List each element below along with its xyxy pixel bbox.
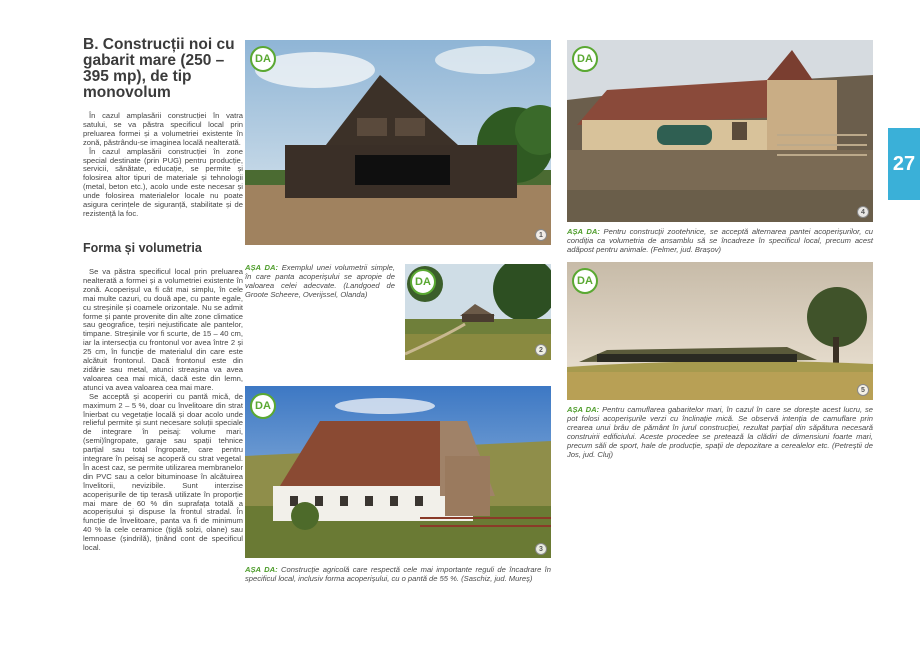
photo-4-caption xyxy=(567,228,873,255)
caption-text: Pentru construcții zootehnice, se acceptă alternarea pantei acoperișurilor, cu condiția ca volumetria de ansamblu să se încadreze în specificul local, precum acest adăpost pentru animale. (Felmer, jud. Brașov) xyxy=(567,227,873,254)
photo-number-badge: 4 xyxy=(857,206,869,218)
caption-label: AȘA DA: xyxy=(245,565,278,574)
photo-1-barn xyxy=(245,40,551,245)
page-number-tab: 27 xyxy=(888,128,920,200)
photo-5-caption xyxy=(567,406,873,459)
caption-label: AȘA DA: xyxy=(567,405,600,414)
caption-text: Pentru camuflarea gabaritelor mari, în cazul în care se dorește acest lucru, se pot folosi acoperișurile verzi cu înclinație mică. Se observă intenția de camuflare prin crearea unui brâu de pământ în jurul construcției, rezultat parțial din săpătura necesară construirii edificiului. Aceste procedee se pretează la clădiri de dimensiuni foarte mari, precum săli de sport, hale de producție, spații de depozitare a cerealelor etc. (Petreștii de Jos, jud. Cluj) xyxy=(567,405,874,459)
caption-text: Exemplul unei volumetrii simple, în care panta acoperișului se apropie de valoarea celei adecvate. (Landgoed de Groote Scheere, Overijssel, Olanda) xyxy=(245,263,396,299)
photo-5-green-roof xyxy=(567,262,873,400)
subsection-text xyxy=(83,268,243,553)
photo-number-badge: 2 xyxy=(535,344,547,356)
intro-paragraph: În cazul amplasării construcției în vatra satului, se va păstra specificul local prin preluarea formei și a volumetriei existente în zonă, păstrându-se imaginea locală nealterată. xyxy=(83,111,243,147)
photo-number-badge: 5 xyxy=(857,384,869,396)
photo-1-caption xyxy=(245,264,395,300)
photo-4-animal-shelter xyxy=(567,40,873,222)
da-badge: DA xyxy=(572,46,598,72)
photo-number-badge: 1 xyxy=(535,229,547,241)
photo-3-farm-building xyxy=(245,386,551,558)
body-paragraph: Se acceptă și acoperiri cu pantă mică, de maximum 2 – 5 %, doar cu învelitoare din strat înierbat cu vegetație locală și doar acolo unde relieful permite și sunt necesare soluții speciale de integrare în peisaj: volume mari, (semi)îngropate, garaje sau spații tehnice parțial sau total îngropate, care pentru integrare în peisaj se acoperă cu strat vegetal. În acest caz, se permite utilizarea membranelor din PVC sau a celor bituminoase în alcătuirea învelitorii, nevizibile. Sunt interzise acoperișurile de tip terasă utilizate în proporție mai mare de 60 % din suprafața totală a acoperișului și dispuse la frontul stradal. În funcție de învelitoare, panta va fi de minimum 40 % la cele ceramice (țiglă solzi, olane) sau lemnoase (șindrilă), ținând cont de specificul local. xyxy=(83,391,243,553)
da-badge: DA xyxy=(410,269,436,295)
caption-label: AȘA DA: xyxy=(245,263,278,272)
photo-3-caption xyxy=(245,566,551,584)
intro-text xyxy=(83,112,243,219)
caption-text: Construcție agricolă care respectă cele mai importante reguli de încadrare în specificul local, inclusiv forma acoperișului, cu o pantă de 55 %. (Saschiz, jud. Mureș) xyxy=(245,565,551,583)
subsection-title: Forma și volumetria xyxy=(83,241,202,255)
da-badge: DA xyxy=(250,46,276,72)
da-badge: DA xyxy=(250,393,276,419)
section-title: B. Construcții noi cu gabarit mare (250 – 395 mp), de tip monovolum xyxy=(83,36,235,101)
da-badge: DA xyxy=(572,268,598,294)
photo-number-badge: 3 xyxy=(535,543,547,555)
intro-paragraph: În cazul amplasării construcției în zone special destinate (prin PUG) pentru producție, servicii, sănătate, educație, se permite și folosirea altor tipuri de materiale și tehnologii (metal, beton etc.), acolo unde este necesar și unde folosirea materialelor locale nu poate asigura cerințele de siguranță, stabilitate și de rezistență la foc. xyxy=(83,146,243,218)
body-paragraph: Se va păstra specificul local prin preluarea nealterată a formei și a volumetriei existente în zonă. Acoperișul va fi cât mai simplu, în cele mai multe cazuri, cu două ape, cu pante egale, cu streșinile și coamele orizontale. Nu se admit forme și pante provenite din alte zone climatice sau geografice, teșiri nejustificate ale pantelor, timpane. Streșinile vor fi scurte, de 15 – 40 cm, iar la intersecția cu frontonul vor avea între 2 și 25 cm, în funcție de materialul din care este alcătuit frontonul. Dacă frontonul este din zidărie sau metal, atunci streașina va avea valoarea cea mai mică, dacă este din lemn, atunci va avea valoarea cea mai mare. xyxy=(83,267,243,392)
caption-label: AȘA DA: xyxy=(567,227,600,236)
